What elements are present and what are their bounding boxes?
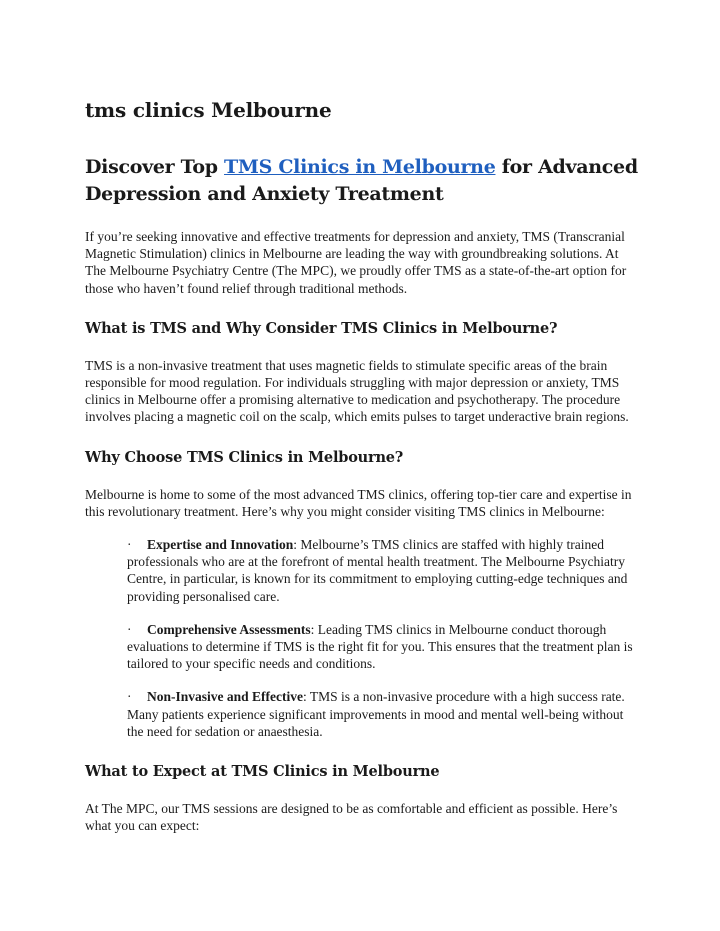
document-content: [85, 96, 640, 850]
bullet-item: [127, 688, 640, 740]
bullet-text: : Melbourne’s TMS clinics are staffed with highly trained professionals who are at the forefront of mental health treatment. The Melbourne Psychiatry Centre, in particular, is known for its commitment to employing cutting-edge techniques and providing personalised care.: [127, 537, 628, 604]
bullet-marker: ·: [127, 689, 132, 705]
tms-clinics-link[interactable]: TMS Clinics in Melbourne: [224, 156, 496, 178]
bullet-item: [127, 536, 640, 605]
section-heading-what-to-expect: What to Expect at TMS Clinics in Melbourne: [85, 763, 440, 781]
bullet-term: Expertise and Innovation: [147, 537, 294, 553]
bullet-text: : Leading TMS clinics in Melbourne conduct thorough evaluations to determine if TMS is the right fit for you. This ensures that the treatment plan is tailored to your specific needs and conditions.: [127, 621, 633, 672]
main-heading-prefix: Discover Top: [85, 156, 225, 178]
section-body-what-is-tms: TMS is a non-invasive treatment that uses magnetic fields to stimulate specific areas of the brain responsible for mood regulation. For individuals struggling with major depression or anxiety, TMS clinics in Melbourne offer a promising alternative to medication and psychotherapy. The procedure involves placing a magnetic coil on the scalp, which emits pulses to target underactive brain regions.: [85, 357, 629, 425]
section-heading-what-is-tms: What is TMS and Why Consider TMS Clinics in Melbourne?: [85, 319, 558, 337]
bullet-text: : TMS is a non-invasive procedure with a high success rate. Many patients experience significant improvements in mood and mental well-being without the need for sedation or anaesthesia.: [127, 689, 625, 739]
section-body-why-choose: Melbourne is home to some of the most advanced TMS clinics, offering top-tier care and expertise in this revolutionary treatment. Here’s why you might consider visiting TMS clinics in Melbourne:: [85, 486, 632, 519]
bullet-term: Comprehensive Assessments: [147, 621, 311, 637]
main-heading: [85, 154, 640, 208]
main-heading-suffix: for Advanced Depression and Anxiety Treatment: [85, 156, 638, 205]
bullet-marker: ·: [127, 621, 132, 637]
bullet-item: [127, 621, 640, 673]
section-body-what-to-expect: At The MPC, our TMS sessions are designed to be as comfortable and efficient as possible. Here’s what you can expect:: [85, 801, 618, 834]
intro-paragraph: If you’re seeking innovative and effective treatments for depression and anxiety, TMS (Transcranial Magnetic Stimulation) clinics in Melbourne are leading the way with groundbreaking solutions. At The Melbourne Psychiatry Centre (The MPC), we proudly offer TMS as a state-of-the-art option for those who haven’t found relief through traditional methods.: [85, 229, 627, 296]
section-heading-why-choose: Why Choose TMS Clinics in Melbourne?: [85, 448, 404, 466]
bullet-marker: ·: [127, 537, 132, 553]
document-title: tms clinics Melbourne: [85, 98, 332, 122]
bullet-term: Non-Invasive and Effective: [147, 689, 303, 705]
